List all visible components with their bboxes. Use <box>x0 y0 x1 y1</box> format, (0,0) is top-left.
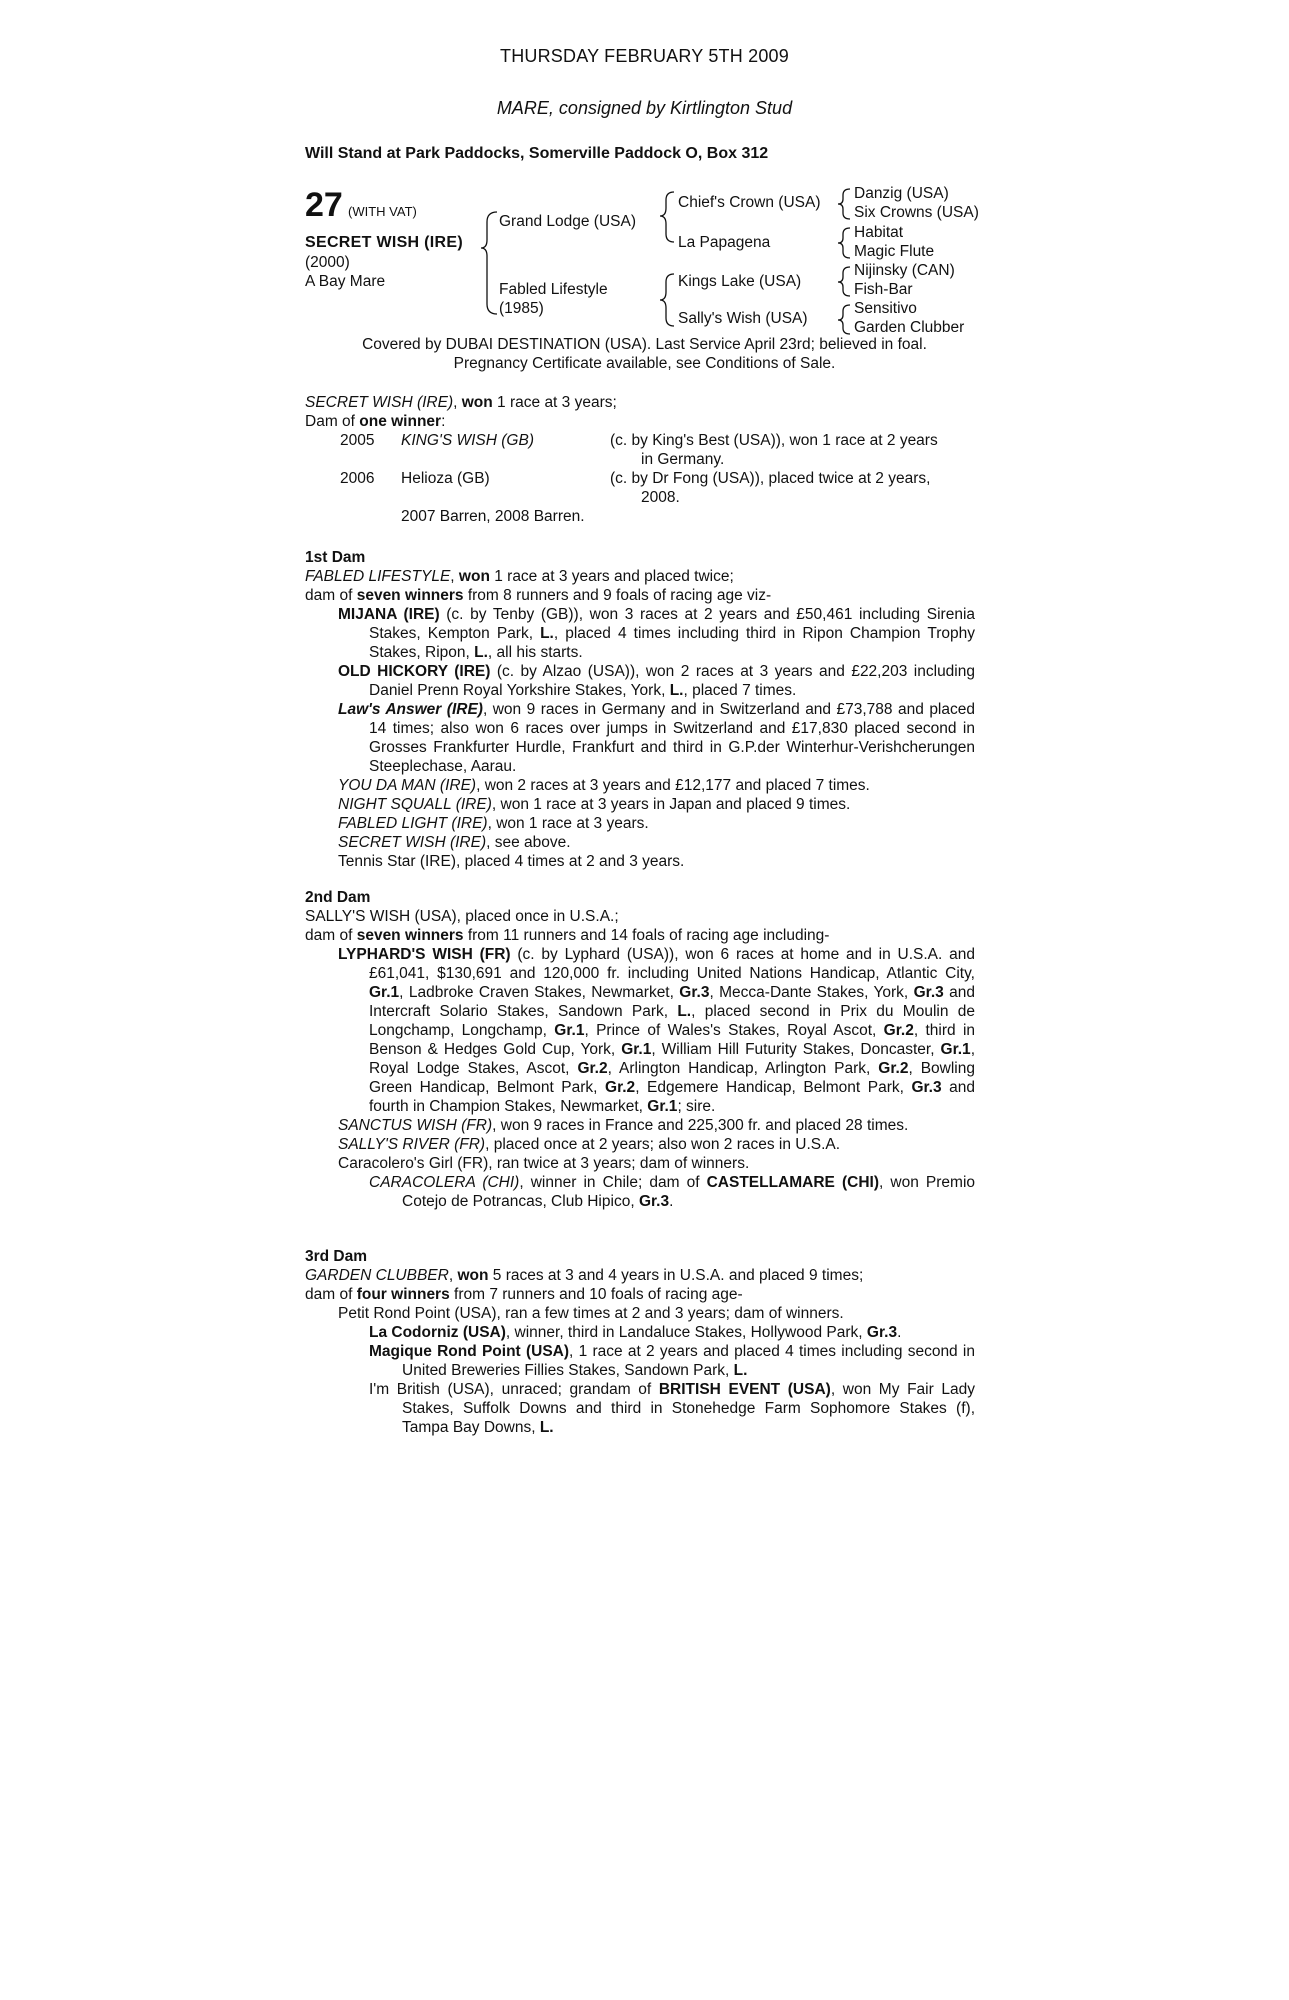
horse-name: SECRET WISH (IRE) <box>305 234 463 251</box>
section-heading: 1st Dam <box>305 549 366 566</box>
progeny-petit-rond-point: Petit Rond Point (USA), ran a few times at 2 and 3 years; dam of winners. <box>338 1305 844 1322</box>
pedigree-dam-year: (1985) <box>499 300 544 317</box>
pedigree-gg-8: Garden Clubber <box>854 319 965 336</box>
pedigree-brackets <box>0 0 1289 340</box>
progeny-mijana: MIJANA (IRE) (c. by Tenby (GB)), won 3 races at 2 years and £50,461 including Sirenia Stakes, Kempton Park, L., placed 4 times including third in Ripon Champion Trophy Stakes, Ripon, L., all his starts. <box>338 606 976 661</box>
progeny-im-british: I'm British (USA), unraced; grandam of BRITISH EVENT (USA), won My Fair Lady Stakes, Suffolk Downs and third in Stonehedge Farm Sophomore Stakes (f), Tampa Bay Downs, L. <box>369 1381 975 1436</box>
progeny-sanctus-wish: SANCTUS WISH (FR), won 9 races in France and 225,300 fr. and placed 28 times. <box>338 1117 909 1134</box>
progeny-secret-wish: SECRET WISH (IRE), see above. <box>338 834 571 851</box>
pedigree-gg-1: Danzig (USA) <box>854 185 949 202</box>
produce-row: 2005 KING'S WISH (GB) (c. by King's Best (USA)), won 1 race at 2 years <box>340 432 938 449</box>
section-heading: 2nd Dam <box>305 889 371 906</box>
pedigree-sire-dam: La Papagena <box>678 234 771 251</box>
third-dam-section <box>305 1247 975 1437</box>
produce-row-cont: in Germany. <box>641 451 725 468</box>
pedigree-dam-sire: Kings Lake (USA) <box>678 273 802 290</box>
dam-of-line: dam of seven winners from 11 runners and 14 foals of racing age including- <box>305 927 830 944</box>
progeny-old-hickory: OLD HICKORY (IRE) (c. by Alzao (USA)), won 2 races at 3 years and £22,203 including Daniel Prenn Royal Yorkshire Stakes, York, L., placed 7 times. <box>338 663 975 699</box>
first-dam-section <box>305 548 975 871</box>
pedigree-sire-sire: Chief's Crown (USA) <box>678 194 821 211</box>
produce-row: 2006 Helioza (GB) (c. by Dr Fong (USA)), placed twice at 2 years, <box>340 470 931 487</box>
progeny-tennis-star: Tennis Star (IRE), placed 4 times at 2 and 3 years. <box>338 853 685 870</box>
produce-row-cont: 2008. <box>641 489 680 506</box>
progeny-fabled-light: FABLED LIGHT (IRE), won 1 race at 3 years. <box>338 815 649 832</box>
pedigree-sire: Grand Lodge (USA) <box>499 213 636 230</box>
pedigree-gg-4: Magic Flute <box>854 243 935 260</box>
pedigree-dam-dam: Sally's Wish (USA) <box>678 310 808 327</box>
horse-year: (2000) <box>305 254 350 271</box>
pedigree-gg-3: Habitat <box>854 224 904 241</box>
progeny-magique-rond-point: Magique Rond Point (USA), 1 race at 2 years and placed 4 times including second in United Breweries Fillies Stakes, Sandown Park, L. <box>369 1343 975 1379</box>
record-lead: SECRET WISH (IRE), won 1 race at 3 years; <box>305 394 617 411</box>
barren-row: 2007 Barren, 2008 Barren. <box>401 508 585 525</box>
stable-location: Will Stand at Park Paddocks, Somerville Paddock O, Box 312 <box>305 145 769 162</box>
progeny-lyphards-wish: LYPHARD'S WISH (FR) (c. by Lyphard (USA)), won 6 races at home and in U.S.A. and £61,041, $130,691 and 120,000 fr. including United Nations Handicap, Atlantic City, Gr.1, Ladbroke Craven Stakes, Newmarket, Gr.3, Mecca-Dante Stakes, York, Gr.3 and Intercraft Solario Stakes, Sandown Park, L., placed second in Prix du Moulin de Longchamp, Longchamp, Gr.1, Prince of Wales's Stakes, Royal Ascot, Gr.2, third in Benson & Hedges Gold Cup, York, Gr.1, William Hill Futurity Stakes, Doncaster, Gr.1, Royal Lodge Stakes, Ascot, Gr.2, Arlington Handicap, Arlington Park, Gr.2, Bowling Green Handicap, Belmont Park, Gr.2, Edgemere Handicap, Belmont Park, Gr.3 and fourth in Champion Stakes, Newmarket, Gr.1; sire. <box>338 946 976 1115</box>
progeny-caracolera: CARACOLERA (CHI), winner in Chile; dam of CASTELLAMARE (CHI), won Premio Cotejo de Potrancas, Club Hipico, Gr.3. <box>369 1174 976 1210</box>
dam-of-line: dam of seven winners from 8 runners and 9 foals of racing age viz- <box>305 587 772 604</box>
pregnancy-line: Pregnancy Certificate available, see Conditions of Sale. <box>453 355 836 372</box>
pedigree-gg-6: Fish-Bar <box>854 281 913 298</box>
dam-lead: FABLED LIFESTYLE, won 1 race at 3 years and placed twice; <box>305 568 734 585</box>
progeny-laws-answer: Law's Answer (IRE), won 9 races in Germany and in Switzerland and £73,788 and placed 14 times; also won 6 races over jumps in Switzerland and £17,830 placed second in Grosses Frankfurter Hurdle, Frankfurt and third in G.P.der Winterhur-Verishcherungen Steeplechase, Aarau. <box>338 701 975 775</box>
pedigree-gg-7: Sensitivo <box>854 300 917 317</box>
lot-number: 27 <box>305 186 343 224</box>
second-dam-section <box>305 888 975 1211</box>
produce-record <box>305 393 975 526</box>
progeny-night-squall: NIGHT SQUALL (IRE), won 1 race at 3 years in Japan and placed 9 times. <box>338 796 851 813</box>
dam-lead: SALLY'S WISH (USA), placed once in U.S.A.; <box>305 908 619 925</box>
pedigree-gg-2: Six Crowns (USA) <box>854 204 979 221</box>
section-heading: 3rd Dam <box>305 1248 368 1265</box>
vat-note: (WITH VAT) <box>348 204 417 219</box>
pedigree-gg-5: Nijinsky (CAN) <box>854 262 955 279</box>
progeny-you-da-man: YOU DA MAN (IRE), won 2 races at 3 years and £12,177 and placed 7 times. <box>338 777 870 794</box>
progeny-caracoleros-girl: Caracolero's Girl (FR), ran twice at 3 years; dam of winners. <box>338 1155 750 1172</box>
dam-lead: GARDEN CLUBBER, won 5 races at 3 and 4 years in U.S.A. and placed 9 times; <box>305 1267 864 1284</box>
covered-line: Covered by DUBAI DESTINATION (USA). Last Service April 23rd; believed in foal. <box>362 336 927 353</box>
consignor-line: MARE, consigned by Kirtlington Stud <box>496 98 793 118</box>
progeny-sallys-river: SALLY'S RIVER (FR), placed once at 2 years; also won 2 races in U.S.A. <box>338 1136 841 1153</box>
pedigree-dam: Fabled Lifestyle <box>499 281 608 298</box>
sale-date: THURSDAY FEBRUARY 5TH 2009 <box>500 46 789 66</box>
horse-description: A Bay Mare <box>305 273 386 290</box>
record-damof: Dam of one winner: <box>305 413 446 430</box>
progeny-la-codorniz: La Codorniz (USA), winner, third in Landaluce Stakes, Hollywood Park, Gr.3. <box>369 1324 902 1341</box>
dam-of-line: dam of four winners from 7 runners and 10 foals of racing age- <box>305 1286 743 1303</box>
